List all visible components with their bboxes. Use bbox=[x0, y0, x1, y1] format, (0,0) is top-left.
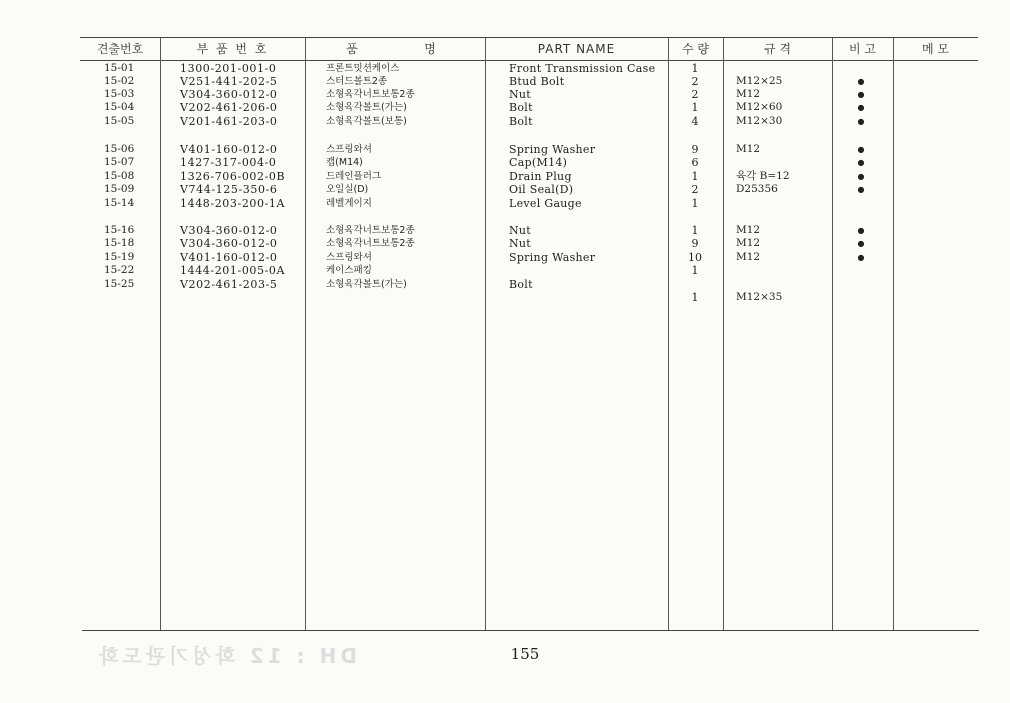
remark-dot-icon: ● bbox=[857, 253, 865, 262]
remark-dot-icon: ● bbox=[857, 90, 865, 99]
cell-spec: 육각 B=12 bbox=[736, 170, 790, 182]
cell-name-kr: 소형육각볼트(가는) bbox=[326, 102, 407, 113]
cell-qty: 1 bbox=[691, 197, 699, 210]
cell-spec: M12 bbox=[736, 224, 761, 236]
cell-part-name: Btud Bolt bbox=[509, 75, 565, 88]
cell-part-no: V251-441-202-5 bbox=[180, 75, 278, 88]
cell-spec: M12 bbox=[736, 143, 761, 155]
cell-part-no: V744-125-350-6 bbox=[180, 183, 278, 196]
cell-part-no: V304-360-012-0 bbox=[180, 224, 278, 237]
cell-part-no: V202-461-203-5 bbox=[180, 278, 278, 291]
cell-item-no: 15-07 bbox=[104, 156, 135, 168]
cell-name-kr: 케이스패킹 bbox=[326, 265, 372, 276]
cell-part-name: Nut bbox=[509, 224, 532, 237]
cell-name-kr: 캡(M14) bbox=[326, 157, 363, 168]
header-part-name: PART NAME bbox=[537, 42, 616, 56]
cell-spec: M12 bbox=[736, 251, 761, 263]
cell-name-kr: 소형육각너트보통2종 bbox=[326, 238, 415, 249]
bottom-rule bbox=[82, 630, 979, 631]
cell-item-no: 15-09 bbox=[104, 183, 135, 195]
cell-part-name: Bolt bbox=[509, 115, 533, 128]
table-row bbox=[0, 143, 1010, 156]
cell-item-no: 15-22 bbox=[104, 264, 135, 276]
table-row bbox=[0, 88, 1010, 101]
cell-item-no: 15-08 bbox=[104, 170, 135, 182]
cell-name-kr: 소형육각너트보통2종 bbox=[326, 89, 415, 100]
cell-item-no: 15-06 bbox=[104, 143, 135, 155]
cell-item-no: 15-14 bbox=[104, 197, 135, 209]
cell-part-no: V304-360-012-0 bbox=[180, 88, 278, 101]
bleed-through-text: DH : 12 화성기관도화 bbox=[95, 644, 357, 668]
cell-qty: 1 bbox=[691, 170, 699, 183]
table-row bbox=[0, 278, 1010, 291]
cell-item-no: 15-16 bbox=[104, 224, 135, 236]
cell-part-name: Spring Washer bbox=[509, 143, 596, 156]
table-row bbox=[0, 224, 1010, 237]
cell-part-name: Bolt bbox=[509, 101, 533, 114]
cell-part-name: Bolt bbox=[509, 278, 533, 291]
header-rule bbox=[80, 60, 978, 61]
header-item-no: 견출번호 bbox=[96, 42, 144, 56]
cell-name-kr: 오일실(D) bbox=[326, 184, 369, 195]
cell-name-kr: 스프링와셔 bbox=[326, 144, 372, 155]
remark-dot-icon: ● bbox=[857, 226, 865, 235]
cell-part-no: 1448-203-200-1A bbox=[180, 197, 286, 210]
cell-part-name: Cap(M14) bbox=[509, 156, 568, 169]
cell-qty: 1 bbox=[691, 101, 699, 114]
top-rule bbox=[80, 37, 978, 38]
cell-name-kr: 소형육각볼트(보통) bbox=[326, 116, 407, 127]
table-row bbox=[0, 183, 1010, 196]
remark-dot-icon: ● bbox=[857, 103, 865, 112]
header-name-kr-2: 명 bbox=[424, 42, 436, 56]
cell-item-no: 15-01 bbox=[104, 62, 135, 74]
table-row bbox=[0, 75, 1010, 88]
cell-part-name: Level Gauge bbox=[509, 197, 582, 210]
remark-dot-icon: ● bbox=[857, 239, 865, 248]
cell-part-name: Spring Washer bbox=[509, 251, 596, 264]
cell-part-no: 1300-201-001-0 bbox=[180, 62, 277, 75]
table-row bbox=[0, 197, 1010, 210]
cell-part-no: V201-461-203-0 bbox=[180, 115, 278, 128]
header-qty: 수 량 bbox=[682, 42, 709, 56]
cell-name-kr: 소형육각볼트(가는) bbox=[326, 279, 407, 290]
cell-qty: 2 bbox=[691, 183, 699, 196]
cell-qty: 1 bbox=[691, 291, 699, 304]
cell-spec: M12 bbox=[736, 237, 761, 249]
cell-item-no: 15-18 bbox=[104, 237, 135, 249]
cell-part-no: 1444-201-005-0A bbox=[180, 264, 286, 277]
remark-dot-icon: ● bbox=[857, 145, 865, 154]
cell-part-no: V401-160-012-0 bbox=[180, 143, 278, 156]
cell-item-no: 15-05 bbox=[104, 115, 135, 127]
header-part-no: 부 품 번 호 bbox=[196, 42, 269, 56]
cell-part-name: Nut bbox=[509, 237, 532, 250]
cell-qty: 1 bbox=[691, 224, 699, 237]
cell-part-name: Nut bbox=[509, 88, 532, 101]
cell-item-no: 15-02 bbox=[104, 75, 135, 87]
cell-item-no: 15-25 bbox=[104, 278, 135, 290]
remark-dot-icon: ● bbox=[857, 185, 865, 194]
cell-part-no: V401-160-012-0 bbox=[180, 251, 278, 264]
table-row bbox=[0, 115, 1010, 128]
cell-qty: 2 bbox=[691, 75, 699, 88]
header-remark: 비 고 bbox=[849, 42, 876, 56]
cell-spec: M12×30 bbox=[736, 115, 783, 127]
cell-name-kr: 드레인플러그 bbox=[326, 171, 382, 182]
header-spec: 규 격 bbox=[764, 42, 791, 56]
page-number: 155 bbox=[510, 645, 540, 663]
cell-part-name: Drain Plug bbox=[509, 170, 572, 183]
table-row bbox=[0, 251, 1010, 264]
cell-part-no: V304-360-012-0 bbox=[180, 237, 278, 250]
cell-spec: M12×35 bbox=[736, 291, 783, 303]
header-name-kr-1: 품 bbox=[346, 42, 358, 56]
remark-dot-icon: ● bbox=[857, 117, 865, 126]
table-row bbox=[0, 264, 1010, 277]
header-memo: 메 모 bbox=[922, 42, 949, 56]
cell-qty: 9 bbox=[691, 237, 699, 250]
table-row bbox=[0, 237, 1010, 250]
cell-spec: M12 bbox=[736, 88, 761, 100]
cell-qty: 6 bbox=[691, 156, 699, 169]
cell-name-kr: 스프링와셔 bbox=[326, 252, 372, 263]
table-row bbox=[0, 62, 1010, 75]
cell-name-kr: 레벨게이지 bbox=[326, 198, 372, 209]
table-row bbox=[0, 101, 1010, 114]
table-row bbox=[0, 170, 1010, 183]
table-row bbox=[0, 291, 1010, 304]
remark-dot-icon: ● bbox=[857, 172, 865, 181]
cell-item-no: 15-04 bbox=[104, 101, 135, 113]
cell-spec: M12×60 bbox=[736, 101, 783, 113]
cell-qty: 10 bbox=[688, 251, 702, 264]
cell-spec: D25356 bbox=[736, 183, 778, 195]
cell-part-name: Oil Seal(D) bbox=[509, 183, 574, 196]
cell-qty: 1 bbox=[691, 62, 699, 75]
cell-spec: M12×25 bbox=[736, 75, 783, 87]
cell-part-no: V202-461-206-0 bbox=[180, 101, 278, 114]
cell-item-no: 15-19 bbox=[104, 251, 135, 263]
cell-name-kr: 스터드볼트2종 bbox=[326, 76, 388, 87]
cell-qty: 1 bbox=[691, 264, 699, 277]
cell-part-no: 1427-317-004-0 bbox=[180, 156, 277, 169]
cell-qty: 4 bbox=[691, 115, 699, 128]
cell-name-kr: 소형육각너트보통2종 bbox=[326, 225, 415, 236]
cell-item-no: 15-03 bbox=[104, 88, 135, 100]
cell-part-no: 1326-706-002-0B bbox=[180, 170, 286, 183]
table-row bbox=[0, 156, 1010, 169]
remark-dot-icon: ● bbox=[857, 158, 865, 167]
cell-name-kr: 프론트밋션케이스 bbox=[326, 63, 400, 74]
cell-part-name: Front Transmission Case bbox=[509, 62, 656, 75]
cell-qty: 2 bbox=[691, 88, 699, 101]
remark-dot-icon: ● bbox=[857, 77, 865, 86]
cell-qty: 9 bbox=[691, 143, 699, 156]
